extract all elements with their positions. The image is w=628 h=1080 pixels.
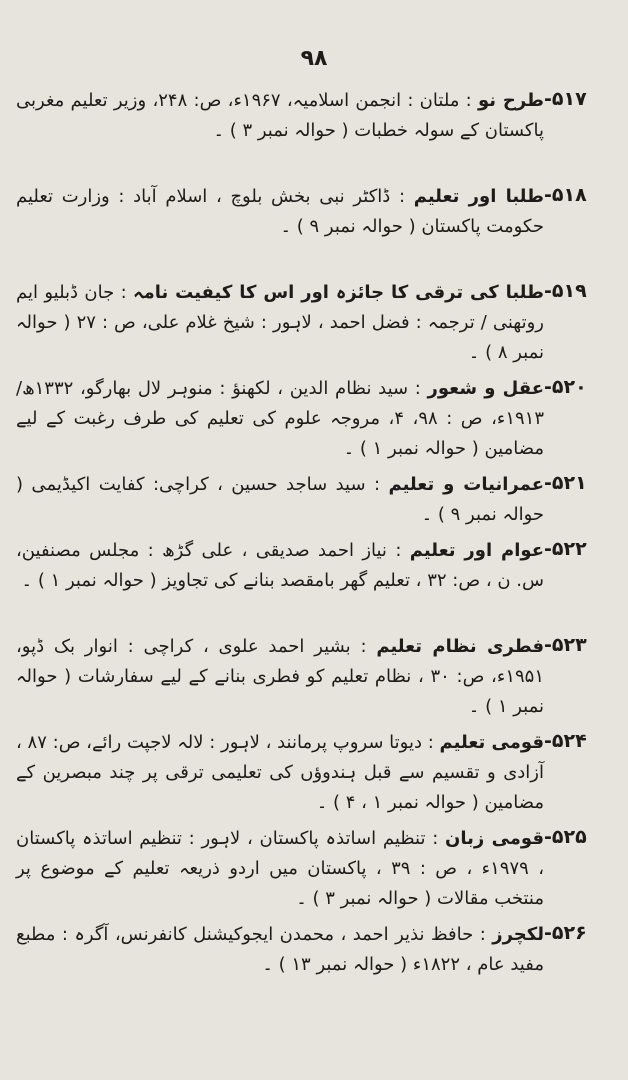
entry-number: -۵۱۸ <box>544 184 587 206</box>
entry-title: عمرانیات و تعلیم <box>388 474 544 495</box>
entry-text <box>16 278 544 368</box>
page-number: ۹۸ <box>300 46 328 71</box>
bibliography-entry <box>0 632 628 728</box>
entry-title: عقل و شعور <box>427 378 544 399</box>
entry-title: طلبا کی ترقی کا جائزہ اور اس کا کیفیت نامہ <box>133 282 544 303</box>
entry-details: : سید نظام الدین ، لکھنؤ : منوہر لال بھارگو، ۱۳۳۲ھ/۱۹۱۳ء، ص : ۹۸، ۴، مروجہ علوم کی تعلیم کی طرف رغبت کے لیے مضامین ( حوالہ نمبر ۱ ) ۔ <box>16 378 545 459</box>
bibliography-list <box>0 86 628 986</box>
entry-details: : جان ڈبلیو ایم روتھنی / ترجمہ : فضل احمد ، لاہور : شیخ غلام علی، ص : ۲۷ ( حوالہ نمبر ۸ ) ۔ <box>16 282 544 363</box>
entry-details: : سید ساجد حسین ، کراچی: کفایت اکیڈیمی ( حوالہ نمبر ۹ ) ۔ <box>16 474 544 525</box>
entry-text <box>16 374 544 464</box>
entry-number: -۵۲۱ <box>544 472 587 494</box>
entry-title: عوام اور تعلیم <box>409 540 544 561</box>
entry-number: -۵۱۹ <box>544 280 587 302</box>
entry-title: قومی زبان <box>445 828 545 849</box>
entry-details: : بشیر احمد علوی ، کراچی : انوار بک ڈپو، ۱۹۵۱ء، ص: ۳۰ ، نظام تعلیم کو فطری بنانے کے لیے سفارشات ( حوالہ نمبر ۱ ) ۔ <box>16 636 544 717</box>
bibliography-entry <box>0 536 628 632</box>
entry-text <box>16 728 544 818</box>
entry-number: -۵۲۳ <box>544 634 587 656</box>
entry-title: فطری نظام تعلیم <box>376 636 545 657</box>
bibliography-entry <box>0 182 628 278</box>
entry-text <box>16 824 544 914</box>
entry-details: : ڈاکٹر نبی بخش بلوچ ، اسلام آباد : وزارت تعلیم حکومت پاکستان ( حوالہ نمبر ۹ ) ۔ <box>16 186 544 237</box>
entry-title: طلبا اور تعلیم <box>413 186 544 207</box>
entry-title: لکچرز <box>492 924 544 945</box>
entry-number: -۵۲۴ <box>544 730 587 752</box>
bibliography-entry <box>0 86 628 182</box>
entry-text <box>16 920 544 980</box>
entry-text <box>16 182 544 242</box>
bibliography-entry <box>0 278 628 374</box>
entry-details: : تنظیم اساتذہ پاکستان ، لاہور : تنظیم اساتذہ پاکستان ، ۱۹۷۹ء ، ص : ۳۹ ، پاکستان میں اردو ذریعہ تعلیم کے موضوع پر منتخب مقالات ( حوالہ نمبر ۳ ) ۔ <box>16 828 544 909</box>
entry-number: -۵۲۲ <box>544 538 587 560</box>
entry-details: : ملتان : انجمن اسلامیہ، ۱۹۶۷ء، ص: ۲۴۸، وزیر تعلیم مغربی پاکستان کے سولہ خطبات ( حوالہ نمبر ۳ ) ۔ <box>16 90 544 141</box>
entry-text <box>16 536 544 596</box>
entry-details: : نیاز احمد صدیقی ، علی گڑھ : مجلس مصنفین، س. ن ، ص: ۳۲ ، تعلیم گھر بامقصد بنانے کی تجاویز ( حوالہ نمبر ۱ ) ۔ <box>16 540 544 591</box>
entry-details: : دیوتا سروپ پرمانند ، لاہور : لالہ لاجپت رائے، ص: ۸۷ ، آزادی و تقسیم سے قبل ہندوؤں کی تعلیمی ترقی پر چند مبصرین کے مضامین ( حوالہ نمبر ۱ ، ۴ ) ۔ <box>16 732 544 813</box>
entry-text <box>16 632 544 722</box>
entry-title: طرح نو <box>478 90 544 111</box>
bibliography-entry <box>0 374 628 470</box>
entry-details: : حافظ نذیر احمد ، محمدن ایجوکیشنل کانفرنس، آگرہ : مطبع مفید عام ، ۱۸۲۲ء ( حوالہ نمبر ۱۳ ) ۔ <box>16 924 544 975</box>
entry-number: -۵۲۶ <box>544 922 587 944</box>
entry-number: -۵۲۵ <box>544 826 587 848</box>
entry-number: -۵۱۷ <box>544 88 587 110</box>
bibliography-entry <box>0 470 628 536</box>
entry-text <box>16 470 544 530</box>
entry-title: قومی تعلیم <box>439 732 544 753</box>
entry-text <box>16 86 544 146</box>
bibliography-entry <box>0 920 628 986</box>
bibliography-entry <box>0 824 628 920</box>
bibliography-entry <box>0 728 628 824</box>
entry-number: -۵۲۰ <box>544 376 587 398</box>
